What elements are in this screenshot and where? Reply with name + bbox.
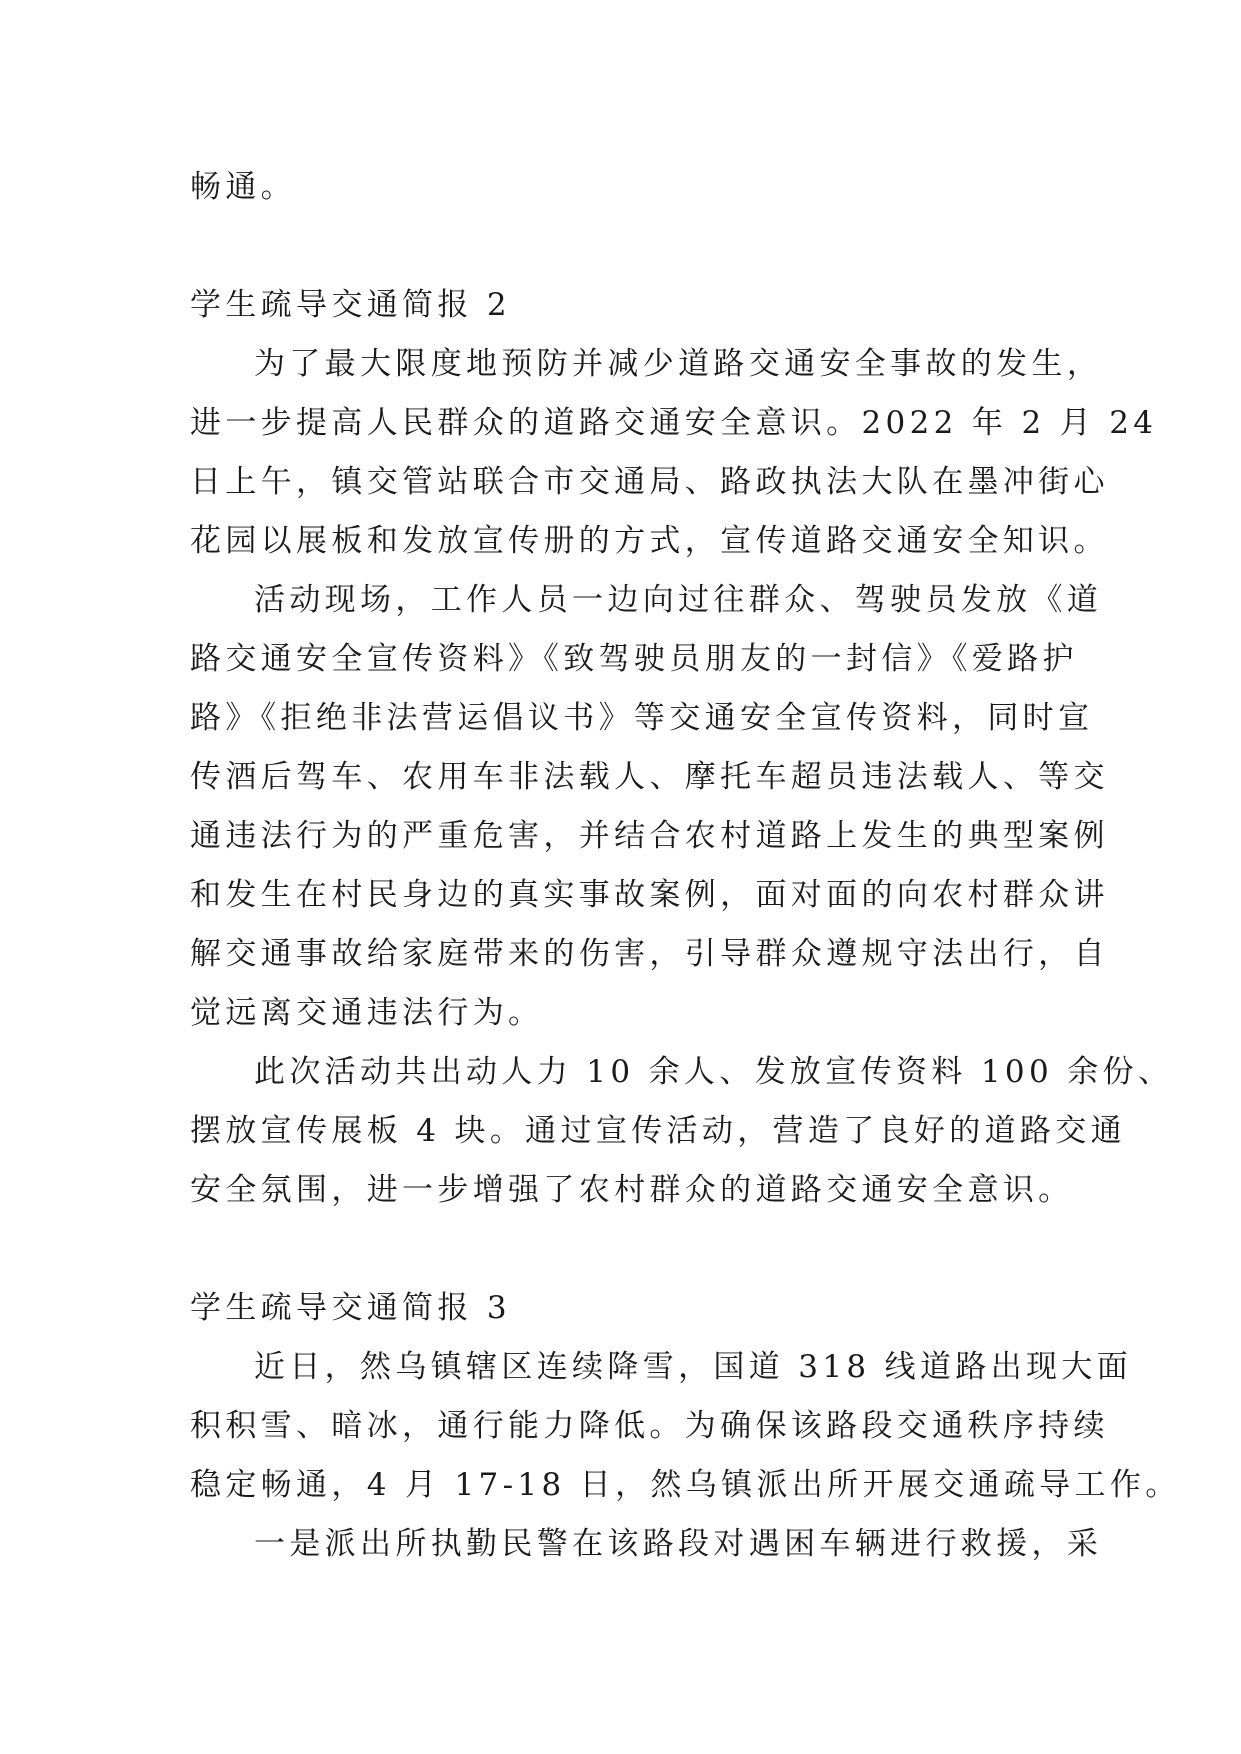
body-line: 路》《拒绝非法营运倡议书》等交通安全宣传资料，同时宣 [190,700,1094,736]
paragraph [190,335,1158,571]
section-spacer [190,217,1050,276]
paragraph [190,1043,1174,1220]
section-heading: 学生疏导交通简报 3 [190,1290,511,1326]
document-body [190,158,1181,1574]
body-line: 日上午，镇交管站联合市交通局、路政执法大队在墨冲街心 [190,464,1109,500]
section-spacer [190,1220,1050,1279]
body-line: 为了最大限度地预防并减少道路交通安全事故的发生， [254,346,1103,382]
paragraph [190,1338,1181,1515]
body-line: 一是派出所执勤民警在该路段对遇困车辆进行救援，采 [254,1526,1103,1562]
body-line: 近日，然乌镇辖区连续降雪，国道 318 线道路出现大面 [254,1349,1133,1385]
body-line: 稳定畅通，4 月 17-18 日，然乌镇派出所开展交通疏导工作。 [190,1467,1181,1503]
body-line: 解交通事故给家庭带来的伤害，引导群众遵规守法出行，自 [190,936,1109,972]
body-line: 积积雪、暗冰，通行能力降低。为确保该路段交通秩序持续 [190,1408,1109,1444]
body-line: 畅通。 [190,169,297,205]
body-line: 花园以展板和发放宣传册的方式，宣传道路交通安全知识。 [190,523,1109,559]
paragraph [190,571,1109,1043]
body-line: 路交通安全宣传资料》《致驾驶员朋友的一封信》《爱路护 [190,641,1078,677]
body-line: 此次活动共出动人力 10 余人、发放宣传资料 100 余份、 [254,1054,1174,1090]
body-line: 传酒后驾车、农用车非法载人、摩托车超员违法载人、等交 [190,759,1109,795]
body-line: 和发生在村民身边的真实事故案例，面对面的向农村群众讲 [190,877,1109,913]
body-line: 活动现场，工作人员一边向过往群众、驾驶员发放《道 [254,582,1103,618]
body-line: 通违法行为的严重危害，并结合农村道路上发生的典型案例 [190,818,1109,854]
body-line: 进一步提高人民群众的道路交通安全意识。2022 年 2 月 24 [190,405,1158,441]
body-line: 安全氛围，进一步增强了农村群众的道路交通安全意识。 [190,1172,1074,1208]
body-line: 摆放宣传展板 4 块。通过宣传活动，营造了良好的道路交通 [190,1113,1126,1149]
section-heading: 学生疏导交通简报 2 [190,287,511,323]
body-line: 觉远离交通违法行为。 [190,995,544,1031]
paragraph [190,1515,1103,1574]
